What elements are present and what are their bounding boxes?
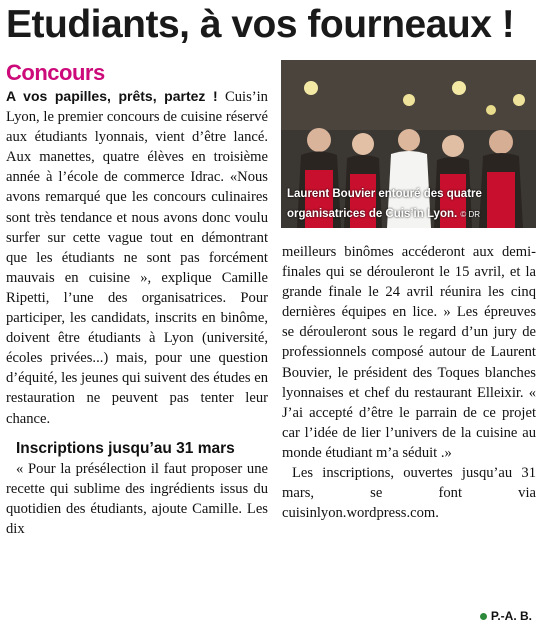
right-column xyxy=(282,242,536,523)
photo-caption-line1: Laurent Bouvier entouré des quatre xyxy=(287,188,482,200)
bullet-icon xyxy=(480,613,487,620)
photo-caption-text: organisatrices de Cuis’in Lyon. xyxy=(287,208,458,220)
photo-caption-line2 xyxy=(281,208,536,220)
lead-sentence: A vos papilles, prêts, partez ! xyxy=(6,88,218,104)
subhead: Inscriptions jusqu’au 31 mars xyxy=(16,439,235,457)
left-column xyxy=(6,58,268,539)
signature-text: P.-A. B. xyxy=(490,609,532,623)
paragraph-finals: meilleurs binômes accéderont aux demi-finales qui se dérouleront le 15 avril, et la grande finale le 24 avril réunira les cinq dernières équipes en lice. » Les épreuves se dérouleront sous le regard d’un jury de professionnels composé autour de Laurent Bouvier, le président des Toques blanches lyonnaises et chef du restaurant Elleixir. « J’ai accepté d’être le parrain de ce projet car l’idée de lier l’univers de la cuisine au monde étudiant m’a séduit .» xyxy=(282,244,536,461)
kicker: Concours xyxy=(6,60,105,85)
paragraph-registration: Les inscriptions, ouvertes jusqu’au 31 mars, se font via cuisinlyon.wordpress.com. xyxy=(282,465,536,522)
headline: Etudiants, à vos fourneaux ! xyxy=(6,3,515,46)
intro-paragraph: Cuis’in Lyon, le premier concours de cuisine réservé aux étudiants lyonnais, vient d’être lancé. Aux manettes, quatre élèves en troisième année à l’école de commerce Idrac. «Nous avons remarqué que les concours culinaires sont très tendance et nous avons donc voulu surfer sur cette vague tout en démontrant que les étudiants ne sont pas forcément mauvais en cuisine », explique Camille Ripetti, l’une des organisatrices. Pour participer, les candidats, inscrits en binôme, doivent être étudiants à Lyon (université, écoles privées...) mais, pour une question d’équité, les jeunes qui suivent des études en restauration ne peuvent pas tenter leur chance. xyxy=(6,89,268,427)
article-photo xyxy=(281,60,536,228)
author-signature xyxy=(480,609,532,623)
photo-credit: © DR xyxy=(460,210,481,219)
article-intro xyxy=(6,86,268,429)
paragraph-preselection: « Pour la présélection il faut proposer une recette qui sublime des ingrédients issus du quotidien des étudiants, ajoute Camille. Les dix xyxy=(6,460,268,537)
photo-illustration xyxy=(281,60,536,228)
